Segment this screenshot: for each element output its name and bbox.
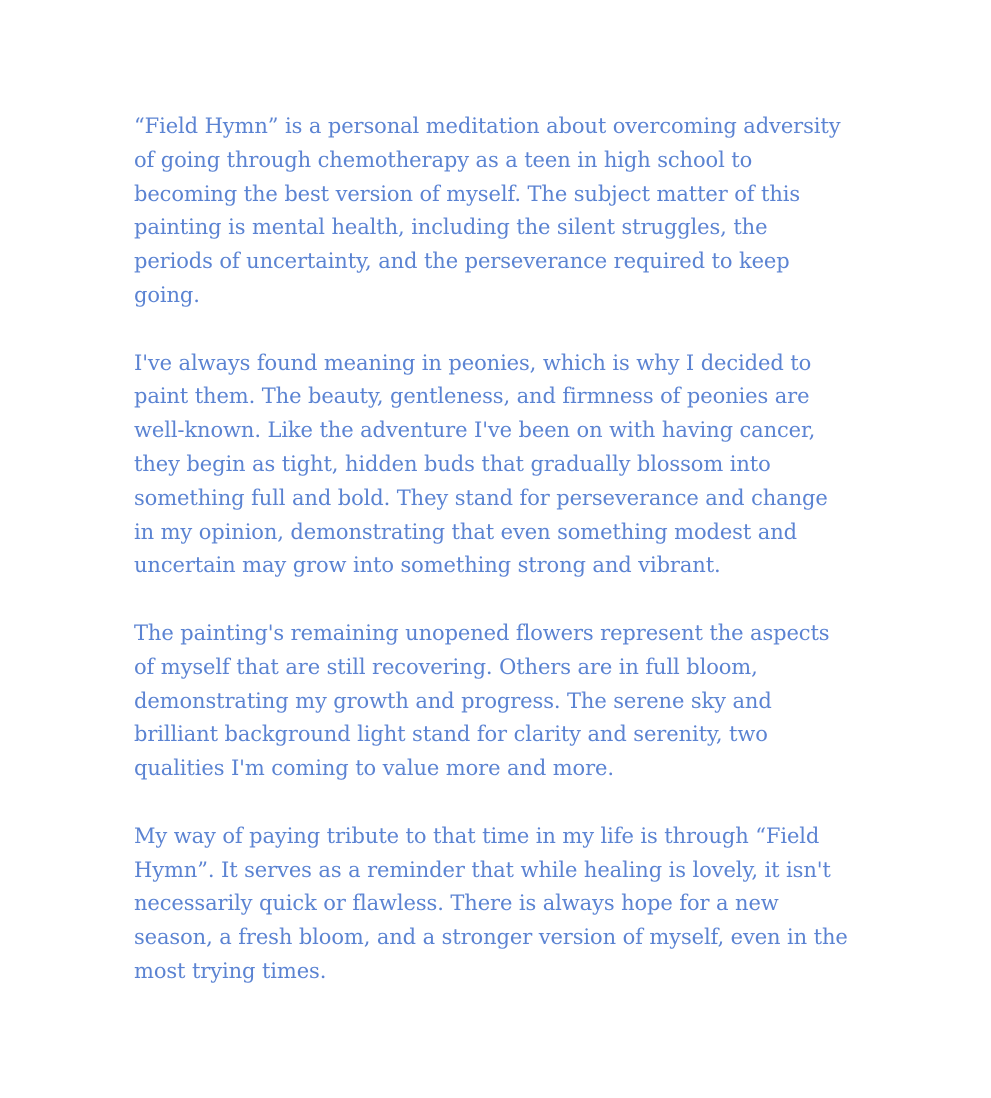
statement-paragraph-intro: “Field Hymn” is a personal meditation about overcoming adversity of going through chemotherapy as a teen in high school to becoming the best version of myself. The subject matter of this painting is mental health, including the silent struggles, the periods of uncertainty, and the perseverance required to keep going. — [134, 114, 841, 307]
statement-paragraph-peonies: I've always found meaning in peonies, which is why I decided to paint them. The beauty, gentleness, and firmness of peonies are well-known. Like the adventure I've been on with having cancer, they begin as tight, hidden buds that gradually blossom into something full and bold. They stand for perseverance and change in my opinion, demonstrating that even something modest and uncertain may grow into something strong and vibrant. — [134, 350, 828, 578]
statement-paragraph-conclusion: My way of paying tribute to that time in my life is through “Field Hymn”. It serves as a reminder that while healing is lovely, it isn't necessarily quick or flawless. There is always hope for a new season, a fresh bloom, and a stronger version of myself, even in the most trying times. — [134, 823, 848, 983]
artist-statement — [134, 110, 864, 989]
statement-paragraph-symbolism: The painting's remaining unopened flowers represent the aspects of myself that are still recovering. Others are in full bloom, demonstrating my growth and progress. The serene sky and brilliant background light stand for clarity and serenity, two qualities I'm coming to value more and more. — [134, 620, 830, 781]
